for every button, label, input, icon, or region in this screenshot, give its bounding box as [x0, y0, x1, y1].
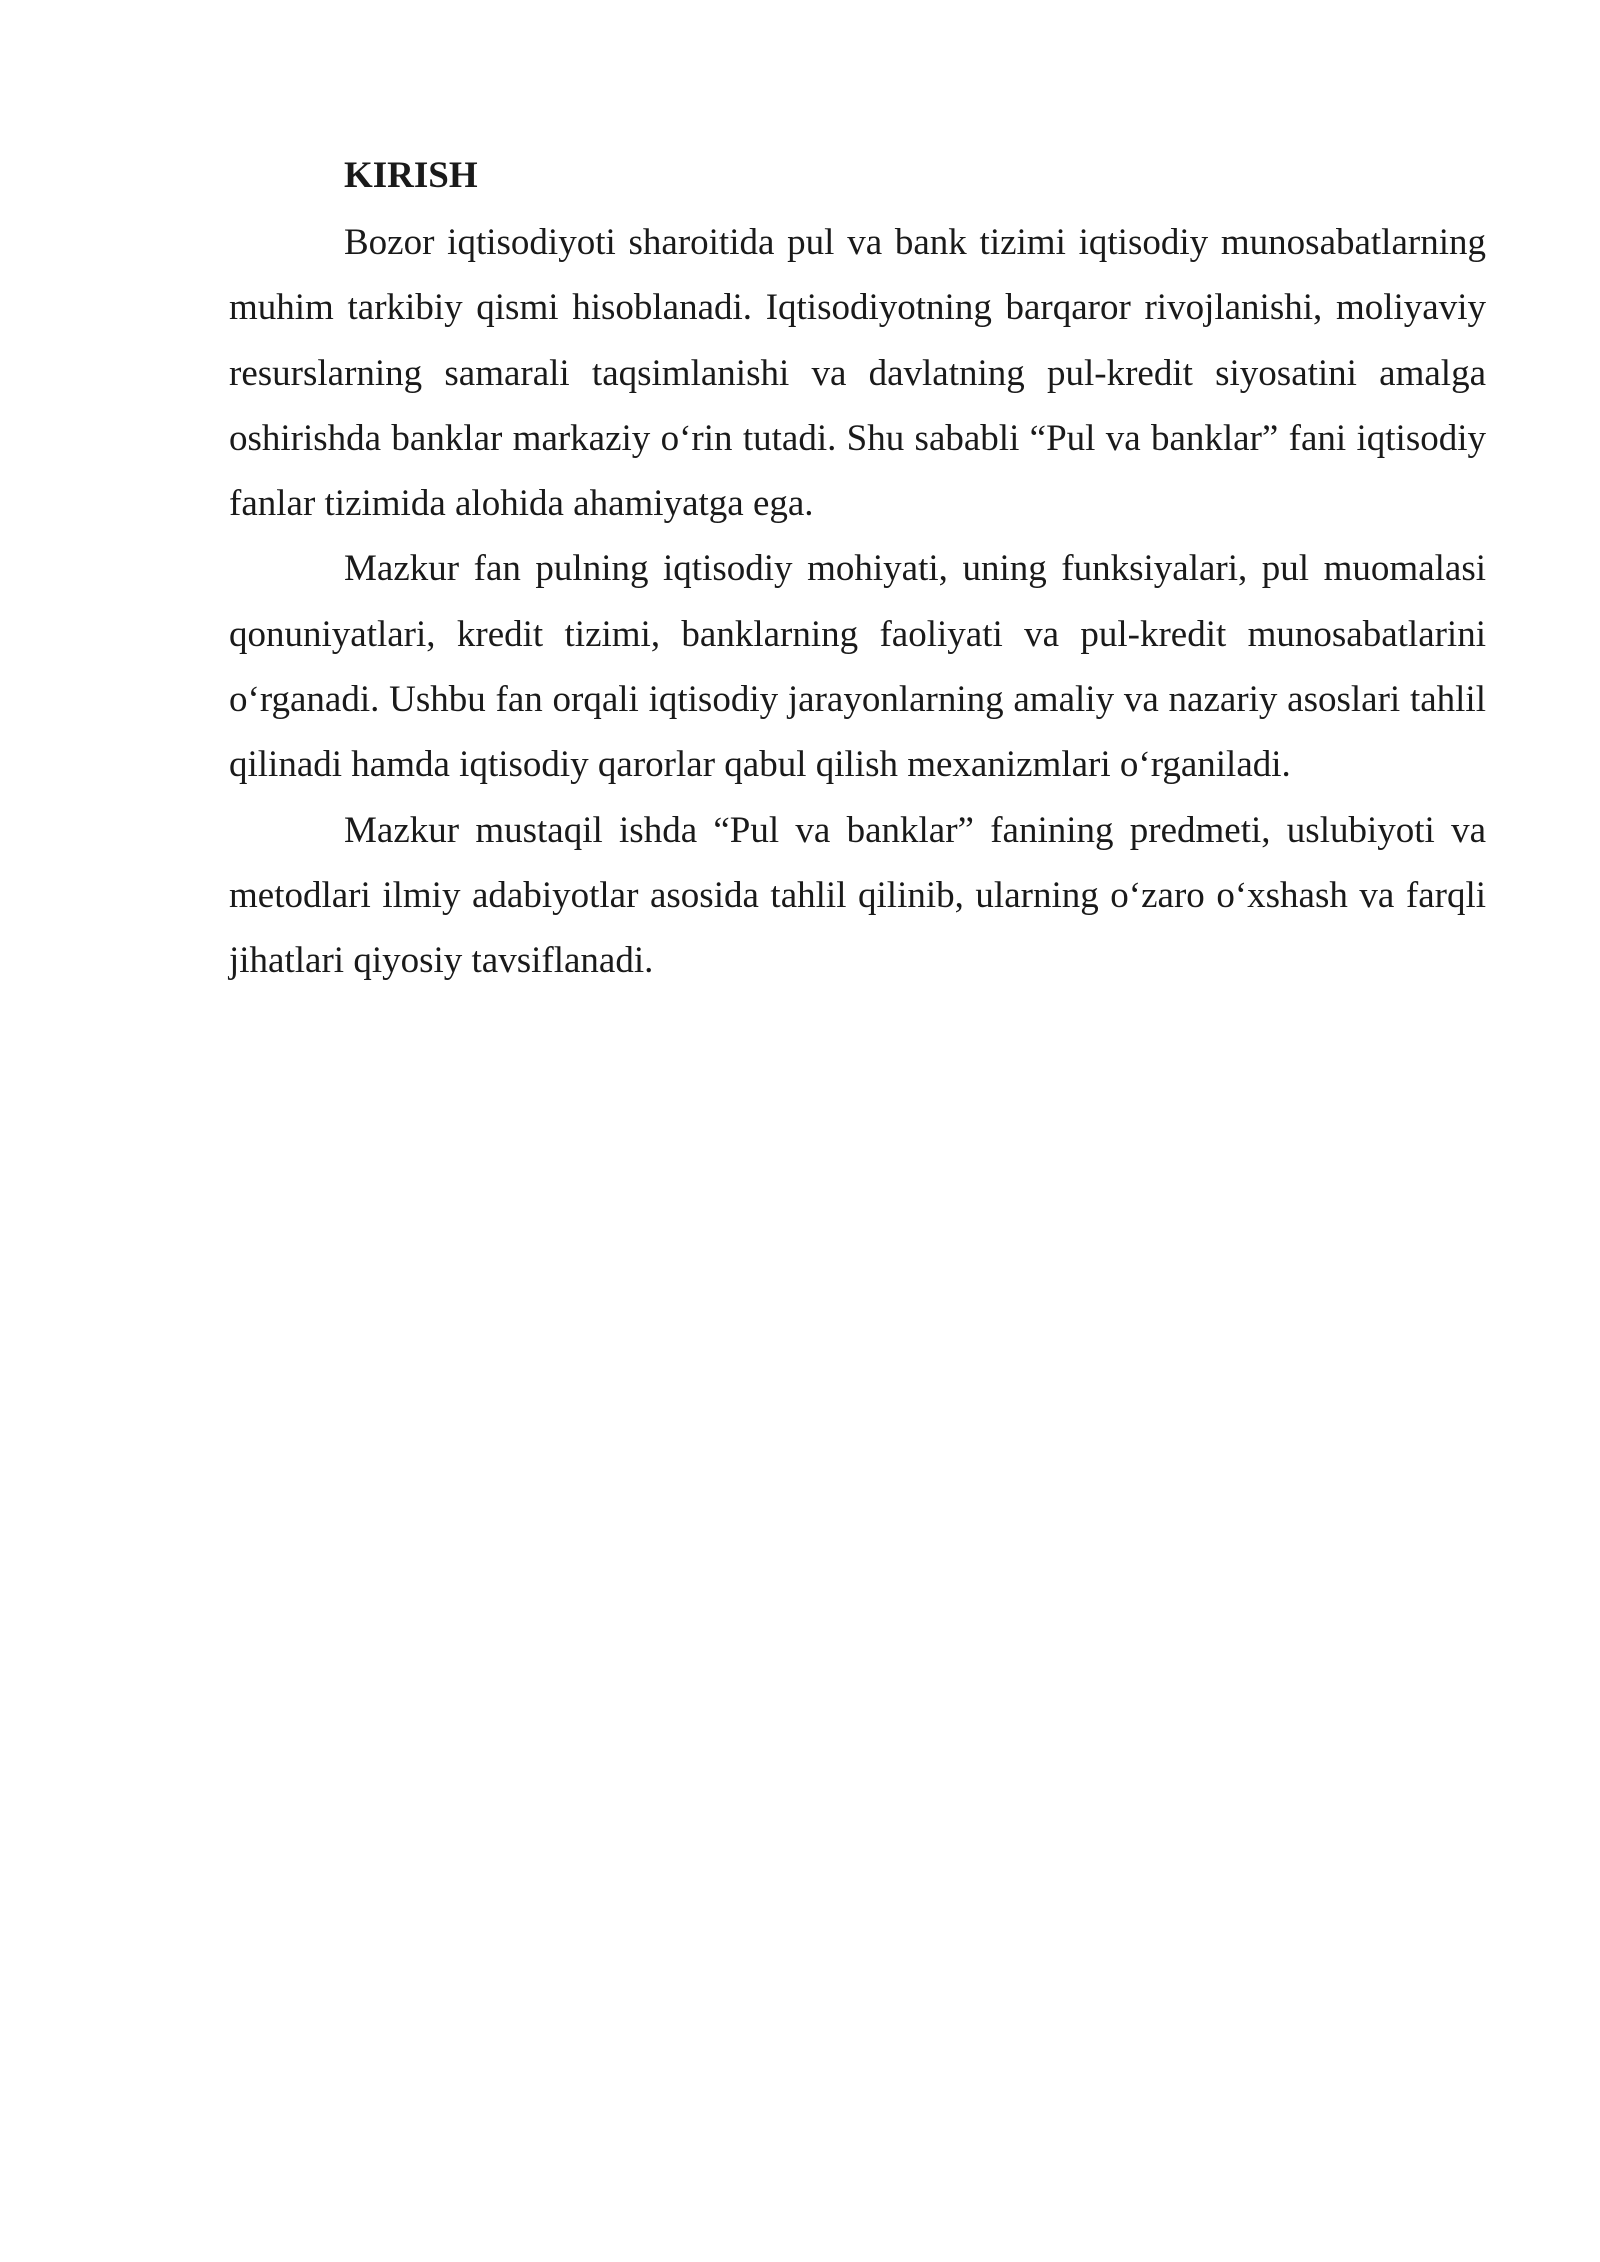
paragraph-1: Bozor iqtisodiyoti sharoitida pul va bank tizimi iqtisodiy munosabatlarning muhim tarkibiy qismi hisoblanadi. Iqtisodiyotning barqaror rivojlanishi, moliyaviy resurslarning samarali taqsimlanishi va davlatning pul-kredit siyosatini amalga oshirishda banklar markaziy o‘rin tutadi. Shu sababli “Pul va banklar” fani iqtisodiy fanlar tizimida alohida ahamiyatga ega.: [229, 222, 1486, 525]
document-body: [229, 150, 1486, 994]
paragraph-3: Mazkur mustaqil ishda “Pul va banklar” fanining predmeti, uslubiyoti va metodlari ilmiy adabiyotlar asosida tahlil qilinib, ularning o‘zaro o‘xshash va farqli jihatlari qiyosiy tavsiflanadi.: [229, 809, 1486, 982]
paragraph-2: Mazkur fan pulning iqtisodiy mohiyati, uning funksiyalari, pul muomalasi qonuniyatlari, kredit tizimi, banklarning faoliyati va pul-kredit munosabatlarini o‘rganadi. Ushbu fan orqali iqtisodiy jarayonlarning amaliy va nazariy asoslari tahlil qilinadi hamda iqtisodiy qarorlar qabul qilish mexanizmlari o‘rganiladi.: [229, 548, 1486, 786]
section-heading: KIRISH: [344, 155, 478, 196]
